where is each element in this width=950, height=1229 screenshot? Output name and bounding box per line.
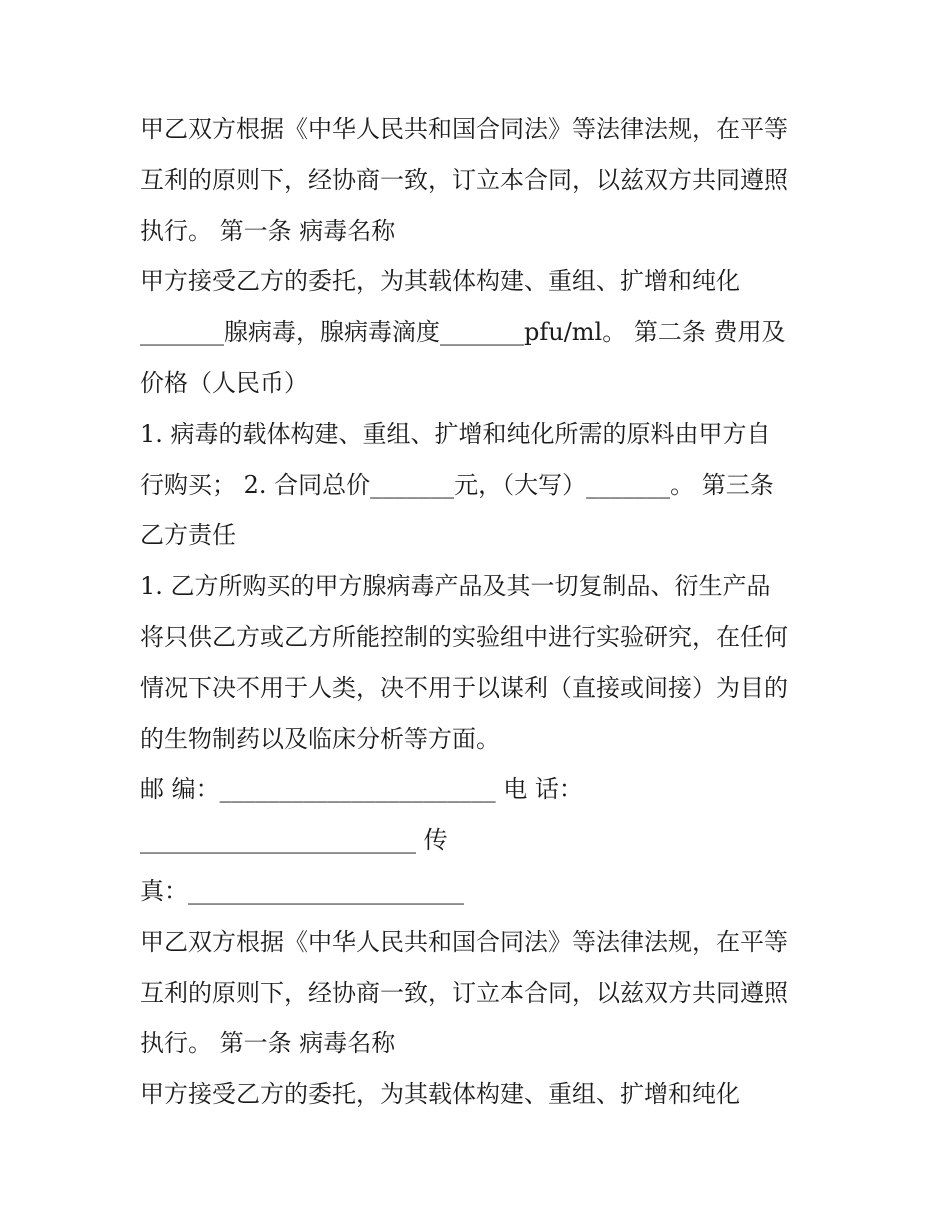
text-line: 乙方责任	[140, 521, 236, 550]
text-line: 的生物制药以及临床分析等方面。	[140, 724, 500, 753]
text-line: 将只供乙方或乙方所能控制的实验组中进行实验研究，在任何	[140, 622, 788, 651]
text-line: _______________________ 传	[140, 826, 448, 855]
text-line: 1. 乙方所购买的甲方腺病毒产品及其一切复制品、衍生产品	[140, 572, 771, 601]
text-line: 甲方接受乙方的委托，为其载体构建、重组、扩增和纯化	[140, 267, 740, 296]
text-line: 互利的原则下，经协商一致，订立本合同，以兹双方共同遵照	[140, 978, 788, 1007]
text-line: 甲方接受乙方的委托，为其载体构建、重组、扩增和纯化	[140, 1080, 740, 1109]
text-line: 甲乙双方根据《中华人民共和国合同法》等法律法规，在平等	[140, 115, 788, 143]
text-line: 情况下决不用于人类，决不用于以谋利（直接或间接）为目的	[140, 673, 788, 702]
text-line: 价格（人民币）	[140, 368, 308, 397]
text-line: 执行。 第一条 病毒名称	[140, 1029, 396, 1058]
text-line: 执行。 第一条 病毒名称	[140, 216, 396, 245]
text-line: 甲乙双方根据《中华人民共和国合同法》等法律法规，在平等	[140, 927, 788, 956]
document-body	[140, 104, 830, 1120]
text-line: _______腺病毒，腺病毒滴度_______pfu/ml。 第二条 费用及	[140, 318, 786, 347]
text-line: 邮 编：_______________________ 电 话：	[140, 775, 583, 804]
text-line: 1. 病毒的载体构建、重组、扩增和纯化所需的原料由甲方自	[140, 419, 771, 448]
text-line: 互利的原则下，经协商一致，订立本合同，以兹双方共同遵照	[140, 165, 788, 194]
text-line: 真：_______________________	[140, 876, 464, 905]
text-line: 行购买； 2. 合同总价_______元，（大写）_______。 第三条	[140, 470, 774, 499]
